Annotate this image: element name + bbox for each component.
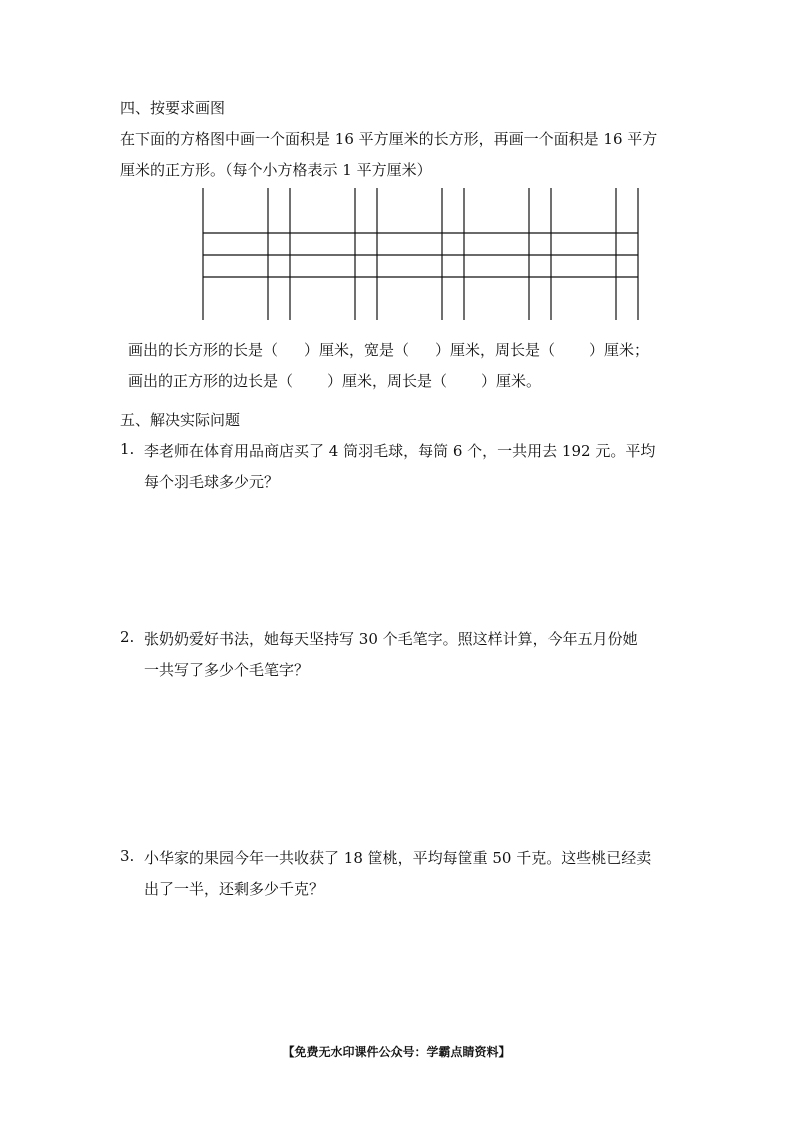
rectangle-answer-line: 画出的长方形的长是（ ）厘米，宽是（ ）厘米，周长是（ ）厘米； (128, 341, 650, 359)
instruction-line-2: 厘米的正方形。（每个小方格表示 1 平方厘米） (120, 161, 432, 179)
problem-3 (120, 847, 134, 865)
section-5-heading: 五、解决实际问题 (120, 411, 241, 429)
problem-1 (120, 440, 134, 458)
problem-2-line-2: 一共写了多少个毛笔字？ (144, 661, 310, 679)
problem-3-line-1: 小华家的果园今年一共收获了 18 筐桃，平均每筐重 50 千克。这些桃已经卖 (144, 849, 652, 867)
instruction-line-1: 在下面的方格图中画一个面积是 16 平方厘米的长方形，再画一个面积是 16 平方 (120, 130, 658, 148)
problem-1-answer-area[interactable] (120, 500, 680, 610)
drawing-grid[interactable] (200, 188, 640, 322)
problem-2 (120, 628, 134, 646)
problem-2-answer-area[interactable] (120, 690, 680, 830)
section-4-heading: 四、按要求画图 (120, 99, 226, 117)
problem-2-line-1: 张奶奶爱好书法，她每天坚持写 30 个毛笔字。照这样计算，今年五月份她 (144, 630, 638, 648)
problem-3-answer-area[interactable] (120, 910, 680, 1030)
square-answer-line: 画出的正方形的边长是（ ）厘米，周长是（ ）厘米。 (128, 372, 542, 390)
problem-number: 2. (120, 628, 135, 646)
problem-3-line-2: 出了一半，还剩多少千克？ (144, 880, 325, 898)
footer-watermark-text: 【免费无水印课件公众号：学霸点睛资料】 (282, 1045, 511, 1059)
problem-1-line-2: 每个羽毛球多少元？ (144, 473, 280, 491)
problem-1-line-1: 李老师在体育用品商店买了 4 筒羽毛球，每筒 6 个，一共用去 192 元。平均 (144, 442, 656, 460)
problem-number: 1. (120, 440, 135, 458)
problem-number: 3. (120, 847, 135, 865)
